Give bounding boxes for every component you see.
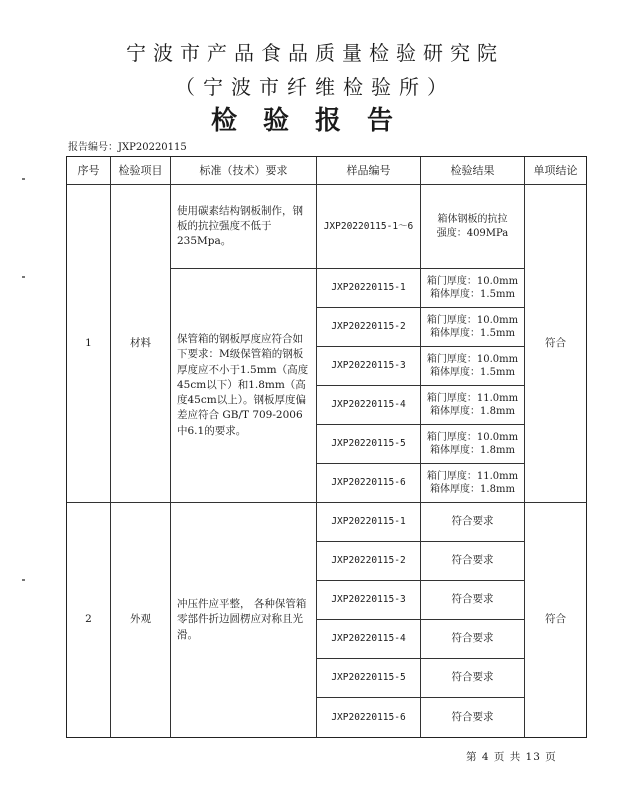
- scan-mark: [22, 178, 25, 180]
- item-2-requirement: 冲压件应平整， 各种保管箱零部件折边圆楞应对称且光滑。: [171, 503, 317, 738]
- item-1-conclusion: 符合: [525, 185, 587, 503]
- table-row-result: 箱门厚度：10.0mm 箱体厚度：1.5mm: [421, 308, 525, 347]
- table-row-sample: JXP20220115-4: [317, 620, 421, 659]
- document-title: 检验报告: [210, 106, 419, 136]
- table-row-result: 箱门厚度：10.0mm 箱体厚度：1.8mm: [421, 425, 525, 464]
- table-row-result: 箱门厚度：11.0mm 箱体厚度：1.8mm: [421, 464, 525, 503]
- sub-institute-name: （宁波市纤维检验所）: [175, 75, 455, 99]
- report-number: 报告编号：JXP20220115: [68, 142, 187, 153]
- table-row-sample: JXP20220115-3: [317, 581, 421, 620]
- item-1-requirement-a: 使用碳素结构钢板制作，钢板的抗拉强度不低于235Mpa。: [171, 185, 317, 269]
- header-sample-no: 样品编号: [317, 157, 421, 185]
- table-row-sample: JXP20220115-4: [317, 386, 421, 425]
- scan-mark: [22, 579, 25, 581]
- table-row-sample: JXP20220115-2: [317, 308, 421, 347]
- table-row-sample: JXP20220115-2: [317, 542, 421, 581]
- table-row-result: 箱门厚度：11.0mm 箱体厚度：1.8mm: [421, 386, 525, 425]
- table-row-result: 箱门厚度：10.0mm 箱体厚度：1.5mm: [421, 269, 525, 308]
- item-1-tensile-result: 箱体钢板的抗拉 强度：409MPa: [421, 185, 525, 269]
- item-2-name: 外观: [111, 503, 171, 738]
- table-row-result: 符合要求: [421, 698, 525, 738]
- table-row-result: 箱门厚度：10.0mm 箱体厚度：1.5mm: [421, 347, 525, 386]
- header-result: 检验结果: [421, 157, 525, 185]
- institute-name: 宁波市产品食品质量检验研究院: [126, 41, 504, 65]
- table-row-result: 符合要求: [421, 620, 525, 659]
- item-1-requirement-b: 保管箱的钢板厚度应符合如下要求：M级保管箱的钢板厚度应不小于1.5mm（高度45cm以下）和1.8mm（高度45cm以上）。钢板厚度偏差应符合 GB/T 709-2006中6.1的要求。: [171, 269, 317, 503]
- inspection-table: [66, 156, 587, 738]
- table-row-result: 符合要求: [421, 503, 525, 542]
- item-2-no: 2: [67, 503, 111, 738]
- table-row-sample: JXP20220115-6: [317, 464, 421, 503]
- table-row-sample: JXP20220115-6: [317, 698, 421, 738]
- item-2-conclusion: 符合: [525, 503, 587, 738]
- header-item: 检验项目: [111, 157, 171, 185]
- table-row-sample: JXP20220115-1: [317, 503, 421, 542]
- table-row-sample: JXP20220115-1: [317, 269, 421, 308]
- table-row-sample: JXP20220115-5: [317, 425, 421, 464]
- header-requirement: 标准（技术）要求: [171, 157, 317, 185]
- table-row-result: 符合要求: [421, 581, 525, 620]
- item-1-sample-range: JXP20220115-1～6: [317, 185, 421, 269]
- table-row-result: 符合要求: [421, 659, 525, 698]
- table-row-sample: JXP20220115-3: [317, 347, 421, 386]
- header-conclusion: 单项结论: [525, 157, 587, 185]
- table-row-sample: JXP20220115-5: [317, 659, 421, 698]
- page-number: 第 4 页 共 13 页: [466, 751, 557, 763]
- scan-mark: [22, 276, 25, 278]
- item-1-name: 材料: [111, 185, 171, 503]
- header-no: 序号: [67, 157, 111, 185]
- item-1-no: 1: [67, 185, 111, 503]
- table-row-result: 符合要求: [421, 542, 525, 581]
